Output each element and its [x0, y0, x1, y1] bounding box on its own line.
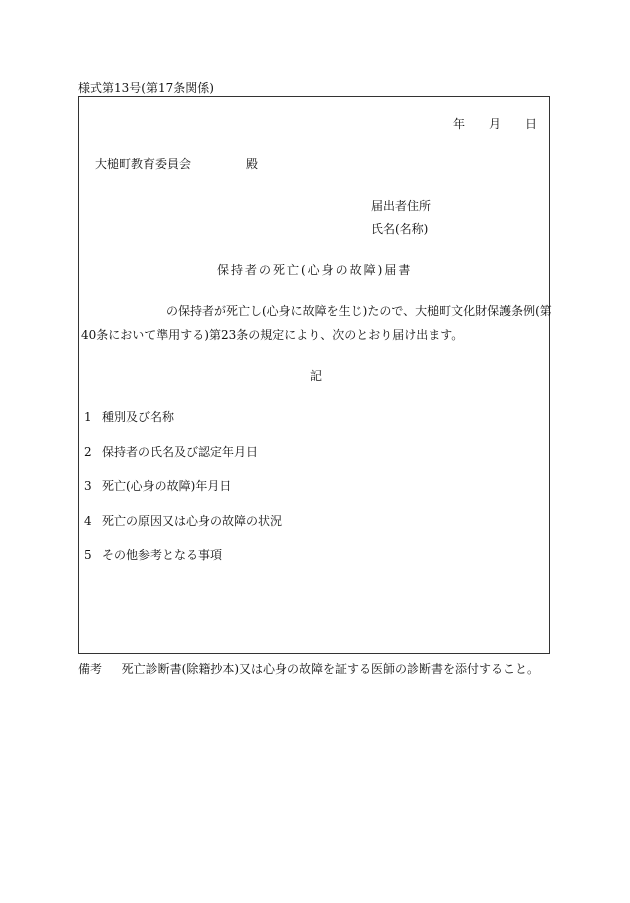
- applicant-address-label: 届出者住所: [371, 199, 432, 213]
- note: [78, 662, 539, 676]
- ki-heading: 記: [310, 369, 323, 383]
- date-month-label: 月: [489, 117, 502, 131]
- item-number: 4: [84, 514, 92, 528]
- recipient-name: 大槌町教育委員会: [95, 157, 192, 171]
- note-label: 備考: [78, 662, 103, 676]
- body-line-1: の保持者が死亡し(心身に故障を生じ)たので、大槌町文化財保護条例(第: [166, 304, 552, 318]
- item-label: 死亡(心身の故障)年月日: [102, 479, 232, 493]
- list-item-4: [84, 514, 282, 528]
- item-label: 種別及び名称: [102, 410, 175, 424]
- note-text: 死亡診断書(除籍抄本)又は心身の故障を証する医師の診断書を添付すること。: [121, 662, 540, 676]
- item-label: 死亡の原因又は心身の故障の状況: [102, 514, 283, 528]
- recipient-honorific: 殿: [246, 157, 259, 171]
- date-day-label: 日: [525, 117, 538, 131]
- item-number: 3: [84, 479, 92, 493]
- document-title: 保持者の死亡(心身の故障)届書: [217, 263, 413, 277]
- form-number: 様式第13号(第17条関係): [78, 81, 214, 95]
- form-box: [78, 96, 550, 654]
- item-label: 保持者の氏名及び認定年月日: [102, 445, 259, 459]
- item-number: 5: [84, 548, 92, 562]
- list-item-3: [84, 479, 231, 493]
- item-number: 1: [84, 410, 92, 424]
- list-item-1: [84, 410, 174, 424]
- date-year-label: 年: [453, 117, 466, 131]
- list-item-2: [84, 445, 258, 459]
- list-item-5: [84, 548, 222, 562]
- body-line-2: 40条において準用する)第23条の規定により、次のとおり届け出ます。: [81, 328, 464, 342]
- item-number: 2: [84, 445, 92, 459]
- item-label: その他参考となる事項: [102, 548, 223, 562]
- applicant-name-label: 氏名(名称): [371, 222, 429, 236]
